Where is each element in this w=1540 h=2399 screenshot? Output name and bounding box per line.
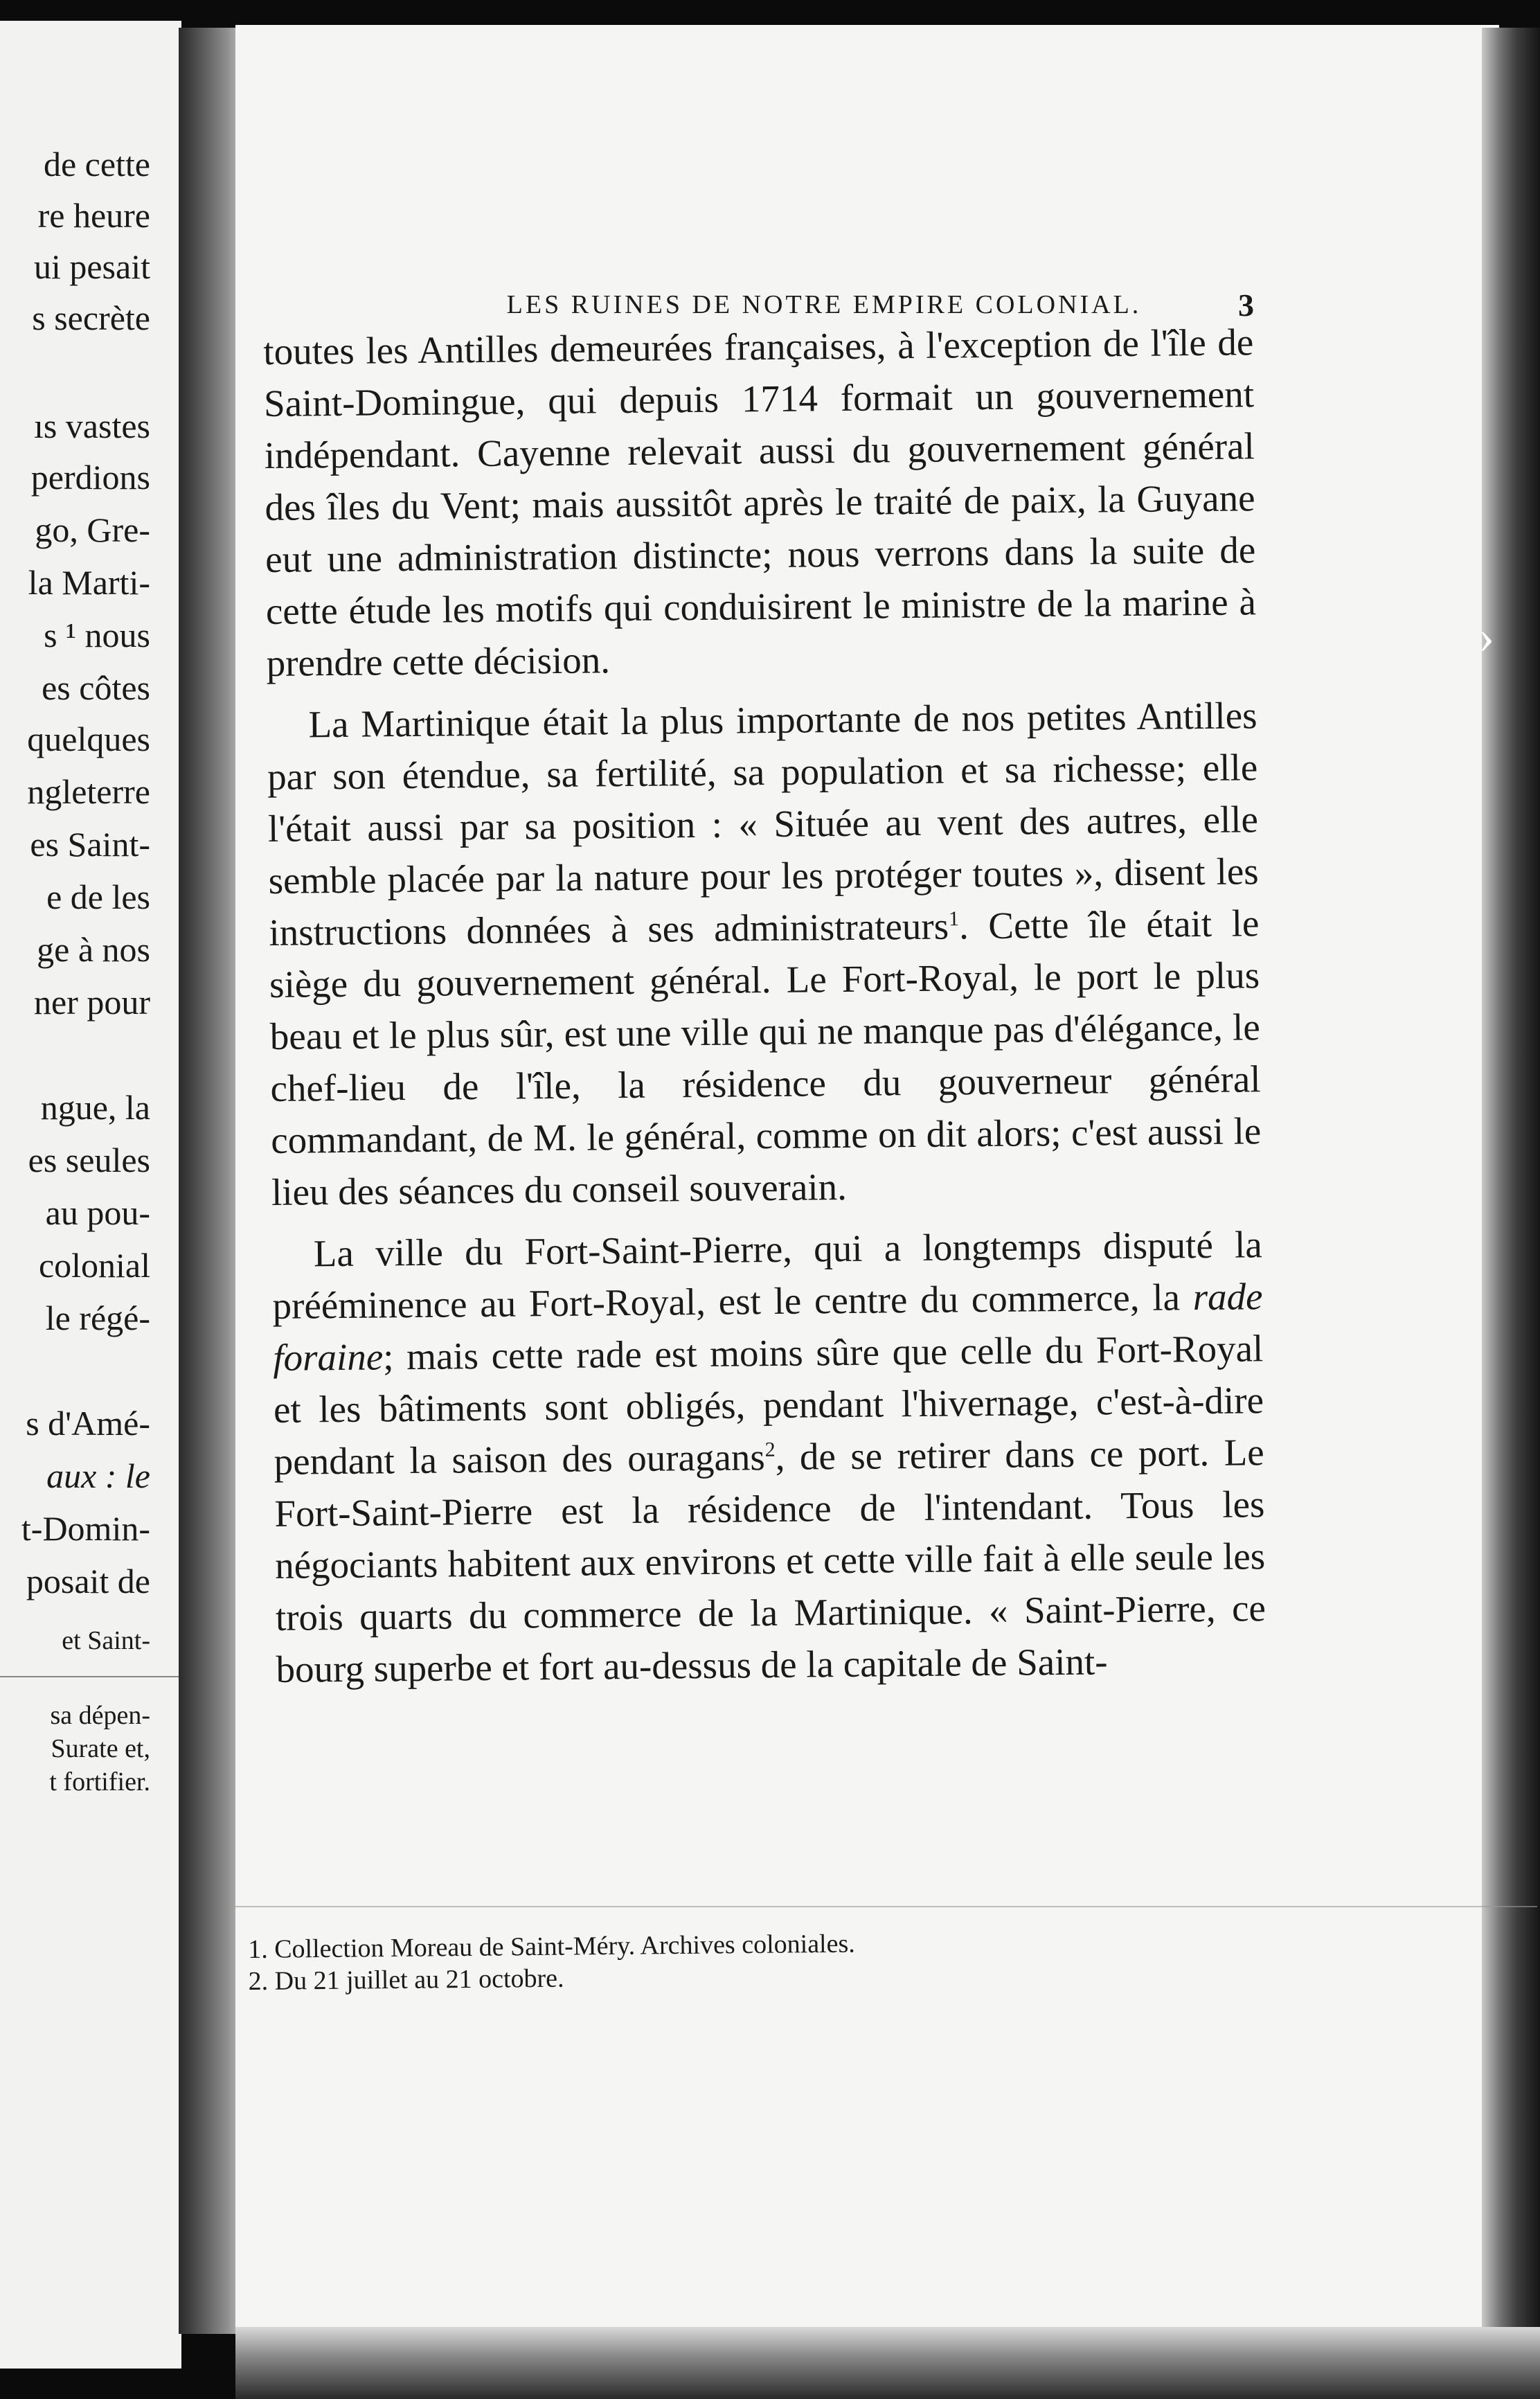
left-note: sa dépen- xyxy=(50,1701,150,1730)
left-note: Surate et, xyxy=(51,1734,150,1763)
left-fragment: es côtes xyxy=(42,668,150,707)
left-fragment: s ¹ nous xyxy=(44,616,150,654)
left-fragment: au pou- xyxy=(45,1193,150,1232)
left-fragment: go, Gre- xyxy=(35,510,150,549)
left-fragment: s d'Amé- xyxy=(26,1404,150,1443)
left-fragment: aux : le xyxy=(46,1456,150,1495)
italic-term: rade foraine xyxy=(273,1275,1263,1379)
left-fragment: quelques xyxy=(27,720,150,758)
left-fragment: s secrète xyxy=(32,298,150,337)
text-run: La Martinique était la plus importante de nos petites Antilles par son étendue, sa fertilité, sa population et sa richesse; elle l'était aussi par sa position : « Située au vent des autres, elle semble placée par la nature pour les protéger toutes », disent les instructions données à ses administrateurs xyxy=(267,694,1259,954)
left-fragment: et Saint- xyxy=(62,1626,150,1655)
left-fragment: ner pour xyxy=(34,983,150,1022)
left-fragment: colonial xyxy=(38,1246,150,1285)
footnote-ref: 2 xyxy=(764,1438,776,1461)
left-note: t fortifier. xyxy=(49,1767,150,1796)
footnotes xyxy=(248,1925,1218,1997)
running-title: LES RUINES DE NOTRE EMPIRE COLONIAL. xyxy=(506,290,1142,319)
bottom-book-edge xyxy=(235,2327,1540,2399)
paragraph xyxy=(267,689,1262,1218)
left-fragment: ui pesait xyxy=(33,247,150,286)
body-text xyxy=(263,316,1266,1705)
paragraph xyxy=(272,1218,1266,1695)
paragraph: toutes les Antilles demeurées françaises, à l'exception de l'île de Saint-Domingue, qui depuis 1714 formait un gouvernement indépendant. Cayenne relevait aussi du gouvernement général des îles du Vent; mais aussitôt après le traité de paix, la Guyane eut une administration distincte; nous verrons dans la suite de cette étude les motifs qui conduisirent le ministre de la marine à prendre cette décision. xyxy=(263,321,1257,684)
left-fragment: posait de xyxy=(26,1562,150,1600)
left-fragment: perdions xyxy=(30,458,150,497)
text-run: . Cette île était le siège du gouvernement général. Le Fort-Royal, le port le plus beau et le plus sûr, est une ville qui ne manque pas d'élégance, le chef-lieu de l'île, la résidence du gouverneur général commandant, de M. le général, comme on dit alors; c'est aussi le lieu des séances du conseil souverain. xyxy=(269,902,1262,1213)
footnote-ref: 1 xyxy=(948,907,960,931)
footnote-2: 2. Du 21 juillet au 21 octobre. xyxy=(248,1963,564,1996)
left-fragment: e de les xyxy=(46,877,150,916)
right-book-edge xyxy=(1482,28,1540,2375)
page-edge-mark: › xyxy=(1478,610,1495,663)
left-fragment: t-Domin- xyxy=(21,1509,150,1548)
left-fragment: es Saint- xyxy=(30,825,150,864)
text-run: , de se retirer dans ce port. Le Fort-Saint-Pierre est la résidence de l'intendant. Tous les négociants habitent aux environs et cette ville fait à elle seule les trois quarts du commerce de la Martinique. « Saint-Pierre, ce bourg superbe et fort au-dessus de la capitale de Saint- xyxy=(274,1431,1266,1691)
left-fragment: ngue, la xyxy=(40,1088,150,1127)
left-fragment: es seules xyxy=(28,1141,150,1179)
footnote-1: 1. Collection Moreau de Saint-Méry. Archives coloniales. xyxy=(248,1929,855,1964)
previous-page-edge xyxy=(0,21,181,2369)
left-fragment: de cette xyxy=(43,145,150,184)
text-run: La ville du Fort-Saint-Pierre, qui a longtemps disputé la prééminence au Fort-Royal, est le centre du commerce, la xyxy=(272,1223,1263,1327)
left-footnote-rule xyxy=(0,1676,181,1677)
left-fragment: ıs vastes xyxy=(33,407,150,445)
left-fragment: le régé- xyxy=(45,1299,150,1337)
left-fragment: ge à nos xyxy=(37,930,150,969)
left-fragment: ngleterre xyxy=(27,772,150,811)
footnote-separator xyxy=(235,1906,1537,1907)
left-fragment: re heure xyxy=(37,196,150,235)
left-fragment: la Marti- xyxy=(28,563,150,602)
page-number: 3 xyxy=(1238,287,1254,323)
text-run: ; mais cette rade est moins sûre que celle du Fort-Royal et les bâtiments sont obligés, pendant l'hivernage, c'est-à-dire pendant la saison des ouragans xyxy=(273,1327,1264,1483)
